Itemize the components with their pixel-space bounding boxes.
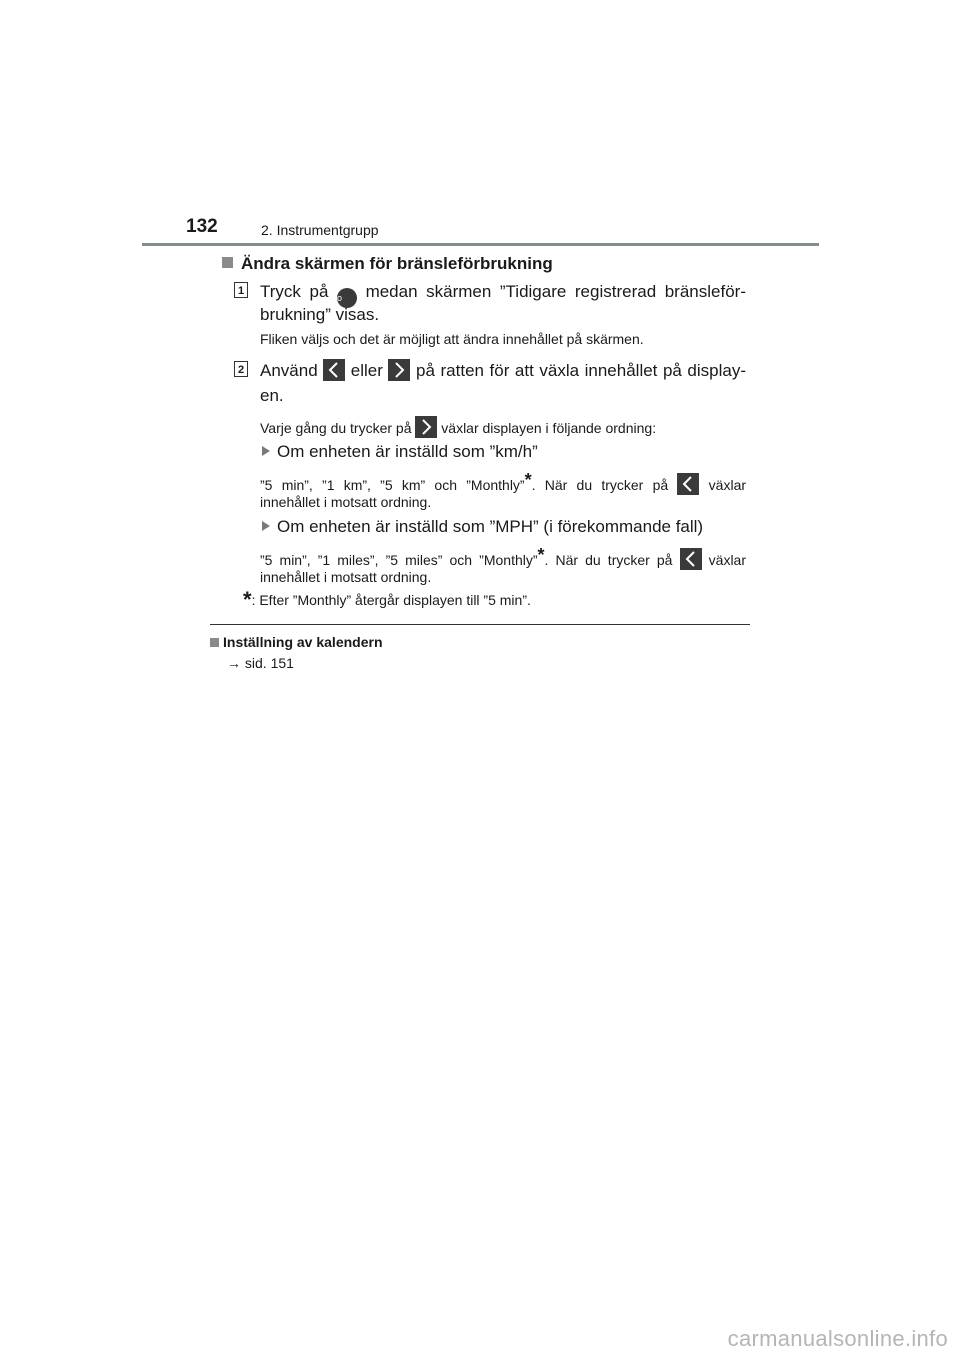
step-2-note-a: Varje gång du trycker på <box>260 420 412 436</box>
chevron-right-icon <box>415 416 437 438</box>
step-2-text-a: Använd <box>260 361 318 380</box>
footnote-ref: * <box>524 470 532 490</box>
step-2-line-2: en. <box>260 386 284 405</box>
case-mph-line-2: innehållet i motsatt ordning. <box>260 569 432 585</box>
calendar-reference[interactable] <box>227 655 294 671</box>
chevron-right-icon <box>388 359 410 381</box>
square-bullet-icon <box>222 257 233 268</box>
step-2-note-b: växlar displayen i följande ordning: <box>441 420 657 436</box>
case-km-text-a: ”5 min”, ”1 km”, ”5 km” och ”Monthly” <box>260 477 525 493</box>
page-number: 132 <box>186 216 218 237</box>
step-2-line-1 <box>260 359 746 382</box>
case-mph-text-a: ”5 min”, ”1 miles”, ”5 miles” och ”Monthly” <box>260 552 538 568</box>
step-2-note <box>260 416 656 438</box>
chevron-left-icon <box>680 548 702 570</box>
case-km-heading <box>262 440 538 463</box>
step-number-2: 2 <box>234 361 248 377</box>
triangle-bullet-icon <box>262 521 270 531</box>
calendar-title <box>210 634 383 650</box>
page-reference-link[interactable]: sid. 151 <box>244 655 294 671</box>
case-km-line-1 <box>260 470 747 495</box>
watermark: carmanualsonline.info <box>727 1326 948 1351</box>
step-1-text-b: medan skärmen ”Tidigare registrerad bränsleför- <box>365 282 746 301</box>
chevron-left-icon <box>677 473 699 495</box>
square-bullet-icon <box>210 638 219 647</box>
case-km-text-c: växlar <box>708 477 747 493</box>
case-mph-text-b: . När du trycker på <box>544 552 673 568</box>
case-km-text-b: . När du trycker på <box>531 477 669 493</box>
select-button-icon: o <box>337 288 357 308</box>
footnote-text: : Efter ”Monthly” återgår displayen till ”5 min”. <box>251 592 531 608</box>
case-mph-text-c: växlar <box>708 552 747 568</box>
calendar-title-text: Inställning av kalendern <box>223 634 383 650</box>
footnote-ref: * <box>537 545 545 565</box>
triangle-bullet-icon <box>262 446 270 456</box>
chevron-left-icon <box>323 359 345 381</box>
step-1-note: Fliken väljs och det är möjligt att ändra innehållet på skärmen. <box>260 331 644 347</box>
case-mph-heading <box>262 515 703 538</box>
case-km-heading-text: Om enheten är inställd som ”km/h” <box>277 442 538 461</box>
header-divider <box>142 243 819 246</box>
arrow-right-icon: → <box>227 655 241 671</box>
case-km-line-2: innehållet i motsatt ordning. <box>260 494 432 510</box>
step-2-text-b: eller <box>350 361 383 380</box>
section-title-text: Ändra skärmen för bränsleförbrukning <box>241 254 553 273</box>
footnote-marker: * <box>243 587 252 612</box>
step-number-1: 1 <box>234 282 248 298</box>
footnote <box>243 587 531 612</box>
chapter-title: 2. Instrumentgrupp <box>261 222 379 238</box>
step-2-text-c: på ratten för att växla innehållet på display- <box>416 361 746 380</box>
case-mph-heading-text: Om enheten är inställd som ”MPH” (i förekommande fall) <box>277 517 704 536</box>
step-1-line-2: brukning” visas. <box>260 305 380 324</box>
step-1-text-a: Tryck på <box>260 282 329 301</box>
section-title <box>222 254 553 274</box>
section-divider <box>210 624 750 625</box>
case-mph-line-1 <box>260 545 747 570</box>
